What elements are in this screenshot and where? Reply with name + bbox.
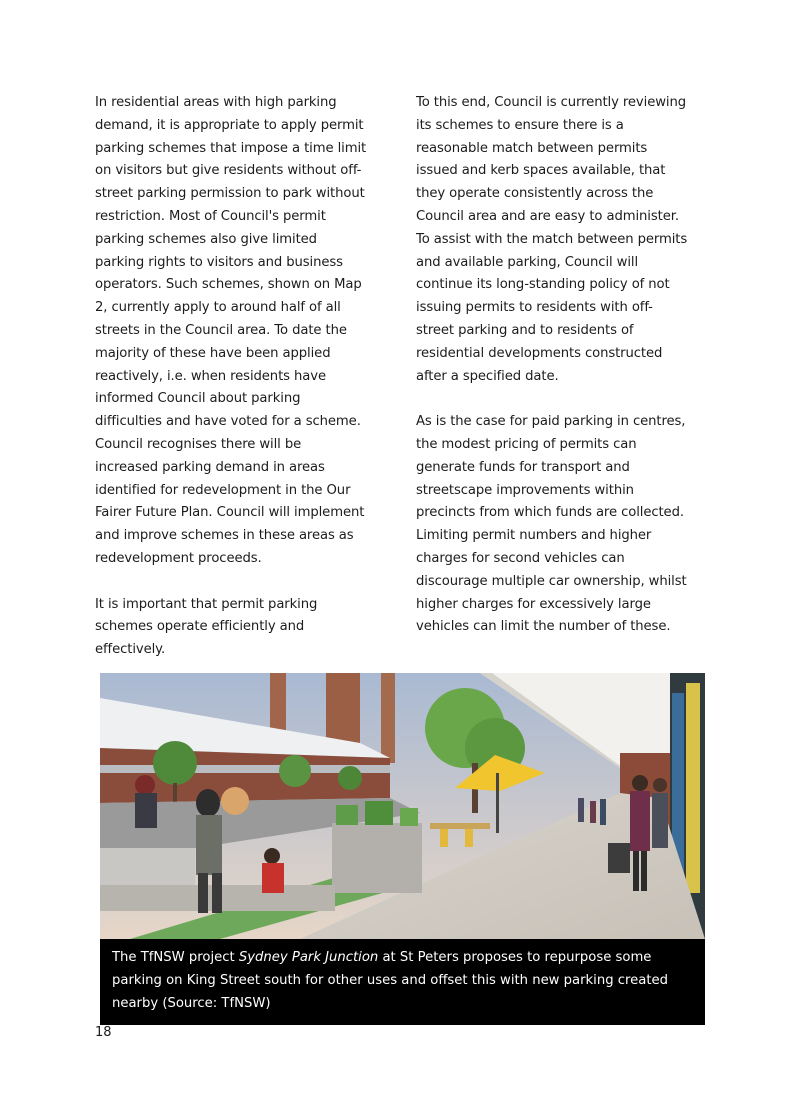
text-line: charges for second vehicles can bbox=[416, 550, 625, 566]
text-line: generate funds for transport and bbox=[416, 459, 630, 475]
text-line: on visitors but give residents without off- bbox=[95, 163, 362, 179]
text-line: reactively, i.e. when residents have bbox=[95, 368, 326, 384]
figure bbox=[100, 673, 705, 1025]
text-line: It is important that permit parking bbox=[95, 596, 318, 612]
text-line: schemes operate efficiently and bbox=[95, 619, 305, 635]
text-line: its schemes to ensure there is a bbox=[416, 117, 624, 133]
text-line: discourage multiple car ownership, whilst bbox=[416, 573, 687, 589]
text-line: issued and kerb spaces available, that bbox=[416, 163, 666, 179]
text-line: streetscape improvements within bbox=[416, 482, 634, 498]
text-line: increased parking demand in areas bbox=[95, 459, 325, 475]
text-line: residential developments constructed bbox=[416, 345, 663, 361]
caption-line bbox=[112, 947, 693, 970]
text-line: they operate consistently across the bbox=[416, 186, 654, 202]
text-line: In residential areas with high parking bbox=[95, 95, 337, 110]
figure-caption bbox=[100, 939, 705, 1025]
text-line: Limiting permit numbers and higher bbox=[416, 528, 652, 544]
text-line: Fairer Future Plan. Council will implement bbox=[95, 505, 365, 521]
text-line: parking schemes that impose a time limit bbox=[95, 140, 367, 156]
left-paragraph-1 bbox=[95, 92, 387, 571]
text-line: redevelopment proceeds. bbox=[95, 550, 262, 566]
caption-line: nearby (Source: TfNSW) bbox=[112, 995, 271, 1011]
text-line: To assist with the match between permits bbox=[416, 231, 688, 247]
text-line: 2, currently apply to around half of all bbox=[95, 300, 341, 316]
page-number: 18 bbox=[95, 1025, 112, 1040]
text-line: To this end, Council is currently reviewing bbox=[416, 95, 686, 110]
text-line: Council recognises there will be bbox=[95, 436, 302, 452]
project-name: Sydney Park Junction bbox=[238, 950, 379, 965]
text-line: and improve schemes in these areas as bbox=[95, 528, 354, 544]
right-paragraph-1 bbox=[416, 92, 706, 388]
paragraph-gap bbox=[416, 388, 706, 411]
street-rendering-photo bbox=[100, 673, 705, 939]
text-line: difficulties and have voted for a scheme. bbox=[95, 414, 361, 430]
text-line: demand, it is appropriate to apply permit bbox=[95, 117, 364, 133]
text-line: street parking permission to park without bbox=[95, 186, 365, 202]
caption-text: The TfNSW project bbox=[112, 950, 239, 965]
text-line: reasonable match between permits bbox=[416, 140, 648, 156]
text-line: operators. Such schemes, shown on Map bbox=[95, 277, 362, 293]
caption-text: at St Peters proposes to repurpose some bbox=[378, 950, 652, 965]
text-line: higher charges for excessively large bbox=[416, 596, 651, 612]
caption-line: parking on King Street south for other uses and offset this with new parking created bbox=[112, 972, 668, 988]
paragraph-gap bbox=[95, 571, 387, 594]
text-line: majority of these have been applied bbox=[95, 345, 331, 361]
text-line: after a specified date. bbox=[416, 368, 559, 384]
text-line: restriction. Most of Council's permit bbox=[95, 208, 326, 224]
text-line: parking schemes also give limited bbox=[95, 231, 317, 247]
text-line: the modest pricing of permits can bbox=[416, 436, 637, 452]
text-line: parking rights to visitors and business bbox=[95, 254, 343, 270]
text-line: informed Council about parking bbox=[95, 391, 301, 407]
left-column bbox=[95, 92, 387, 662]
right-paragraph-2 bbox=[416, 411, 706, 639]
left-paragraph-2 bbox=[95, 594, 387, 662]
text-line: effectively. bbox=[95, 642, 166, 658]
right-column bbox=[416, 92, 706, 639]
text-line: vehicles can limit the number of these. bbox=[416, 619, 671, 635]
text-line: Council area and are easy to administer. bbox=[416, 208, 679, 224]
text-line: precincts from which funds are collected. bbox=[416, 505, 684, 521]
text-line: identified for redevelopment in the Our bbox=[95, 482, 351, 498]
text-line: streets in the Council area. To date the bbox=[95, 322, 347, 338]
text-line: As is the case for paid parking in centres, bbox=[416, 414, 686, 430]
text-line: continue its long-standing policy of not bbox=[416, 277, 670, 293]
text-line: issuing permits to residents with off- bbox=[416, 300, 653, 316]
text-line: and available parking, Council will bbox=[416, 254, 639, 270]
text-line: street parking and to residents of bbox=[416, 322, 634, 338]
